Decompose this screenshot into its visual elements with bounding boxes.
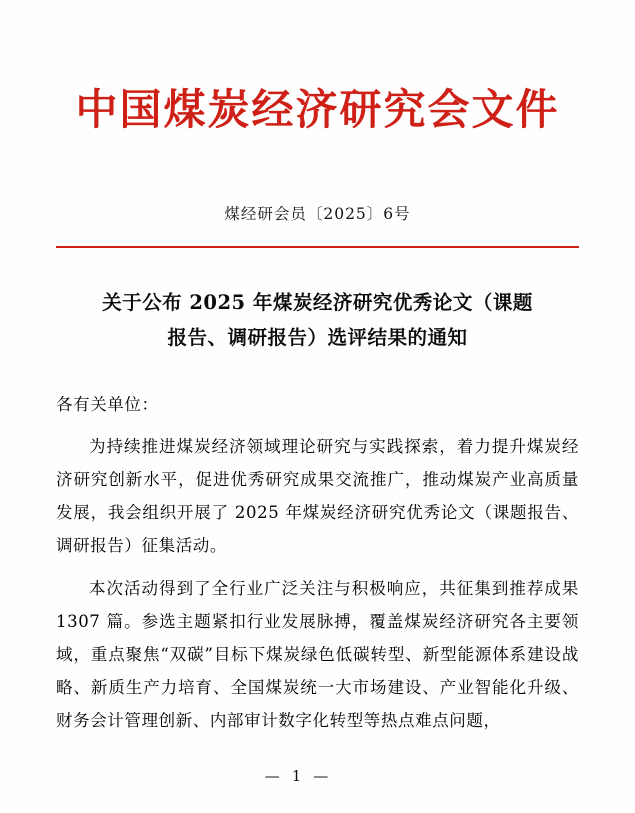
document-paragraph-2: 本次活动得到了全行业广泛关注与积极响应，共征集到推荐成果 1307 篇。参选主题紧扣行业发展脉搏，覆盖煤炭经济研究各主要领域，重点聚焦“双碳”目标下煤炭绿色低碳转型、新型能源体系建设战略、新质生产力培育、全国煤炭统一大市场建设、产业智能化升级、财务会计管理创新、内部审计数字化转型等热点难点问题，: [56, 579, 579, 731]
document-salutation: 各有关单位：: [56, 394, 159, 414]
page-number-prefix: —: [264, 767, 282, 785]
red-divider-rule: [56, 246, 579, 248]
document-subject: [56, 286, 579, 354]
page-number-value: 1: [291, 767, 304, 785]
document-subject-line-1: 关于公布 2025 年煤炭经济研究优秀论文（课题: [102, 291, 533, 315]
document-subject-line-2: 报告、调研报告）选评结果的通知: [167, 325, 468, 349]
document-header: [56, 0, 579, 134]
page-number-suffix: —: [313, 767, 331, 785]
document-paragraph-1: 为持续推进煤炭经济领域理论研究与实践探索，着力提升煤炭经济研究创新水平，促进优秀研究成果交流推广，推动煤炭产业高质量发展，我会组织开展了 2025 年煤炭经济研究优秀论文（课题报告、调研报告）征集活动。: [56, 437, 579, 556]
document-header-title: 中国煤炭经济研究会文件: [75, 85, 560, 134]
page-number: [0, 767, 635, 785]
document-number: 煤经研会员〔2025〕6号: [224, 205, 411, 224]
